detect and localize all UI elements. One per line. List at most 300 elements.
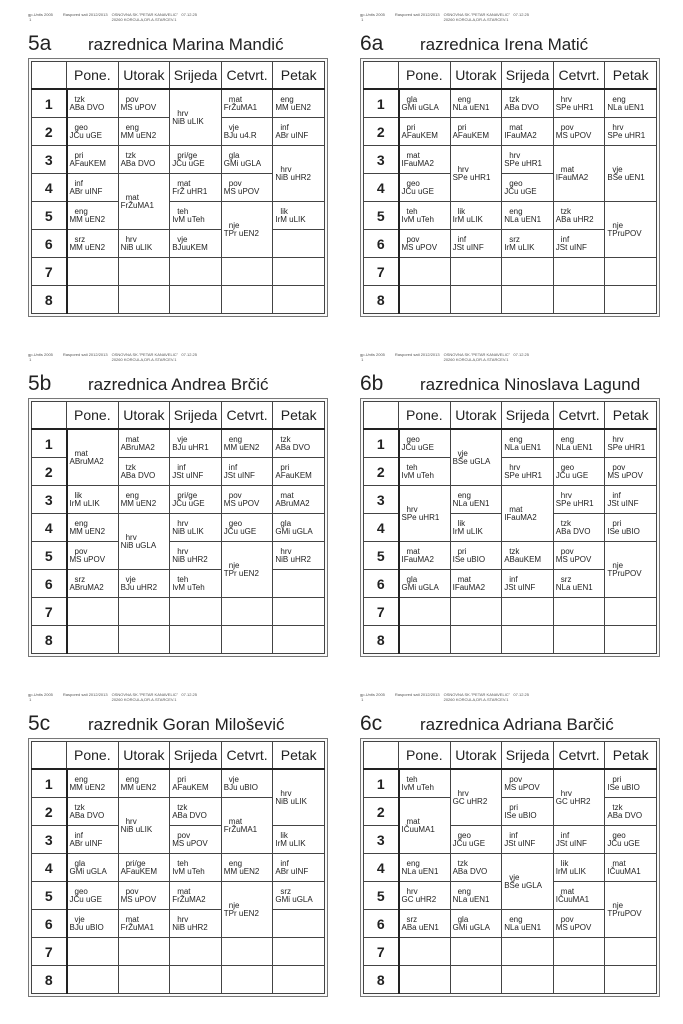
program-info: gp-Untis 2005 1	[360, 352, 385, 362]
lesson-cell[interactable]	[118, 514, 170, 570]
period-row	[32, 826, 325, 854]
teacher-room: ABruMA2	[69, 582, 104, 592]
lesson-cell[interactable]	[118, 486, 170, 514]
lesson-cell[interactable]	[170, 202, 222, 230]
lesson-cell[interactable]	[170, 258, 222, 286]
teacher-room: ABa DVO	[504, 102, 539, 112]
lesson-cell[interactable]	[273, 230, 325, 258]
lesson-cell[interactable]	[273, 966, 325, 994]
header-row	[364, 402, 657, 430]
lesson-cell[interactable]	[170, 458, 222, 486]
subject: hrv	[125, 816, 137, 826]
lesson-cell[interactable]	[118, 258, 170, 286]
timetable-frame	[28, 58, 328, 317]
period-number: 3	[364, 486, 399, 514]
lesson-cell[interactable]	[170, 542, 222, 570]
lesson-cell[interactable]	[502, 89, 554, 118]
lesson-cell[interactable]	[553, 542, 605, 570]
lesson-cell[interactable]	[502, 118, 554, 146]
lesson-cell[interactable]	[399, 854, 451, 882]
lesson-cell[interactable]	[502, 542, 554, 570]
lesson-cell[interactable]	[273, 910, 325, 938]
lesson-cell[interactable]	[67, 598, 119, 626]
lesson-cell[interactable]	[273, 514, 325, 542]
lesson-cell[interactable]	[273, 118, 325, 146]
lesson-cell[interactable]	[170, 486, 222, 514]
subject: nje	[612, 220, 624, 230]
lesson-cell[interactable]	[502, 854, 554, 910]
lesson-cell[interactable]	[67, 966, 119, 994]
lesson-cell[interactable]	[221, 118, 273, 146]
lesson-cell[interactable]	[605, 118, 657, 146]
lesson-cell[interactable]	[170, 429, 222, 458]
day-header: Srijeda	[170, 742, 222, 770]
lesson-cell[interactable]	[502, 626, 554, 654]
period-number: 1	[32, 429, 67, 458]
lesson-cell[interactable]	[450, 118, 502, 146]
lesson-cell[interactable]	[399, 966, 451, 994]
teacher-room: JČu uGE	[452, 838, 486, 848]
lesson-cell[interactable]	[450, 570, 502, 598]
lesson-cell[interactable]	[450, 514, 502, 542]
lesson-cell[interactable]	[221, 938, 273, 966]
lesson-cell[interactable]	[273, 882, 325, 910]
lesson-cell[interactable]	[273, 570, 325, 598]
lesson-cell[interactable]	[221, 626, 273, 654]
period-number: 5	[364, 542, 399, 570]
lesson-cell[interactable]	[67, 826, 119, 854]
lesson-cell[interactable]	[67, 202, 119, 230]
subject: nje	[612, 560, 624, 570]
lesson-cell[interactable]	[221, 486, 273, 514]
lesson-cell[interactable]	[502, 798, 554, 826]
period-number: 8	[364, 286, 399, 314]
subject: hrv	[509, 150, 521, 160]
lesson-cell[interactable]	[67, 514, 119, 542]
lesson-cell[interactable]	[67, 89, 119, 118]
lesson-cell[interactable]	[67, 146, 119, 174]
subject: tzk	[457, 858, 468, 868]
lesson-cell[interactable]	[450, 938, 502, 966]
lesson-cell[interactable]	[399, 286, 451, 314]
period-number: 7	[364, 938, 399, 966]
lesson-cell[interactable]	[605, 769, 657, 798]
lesson-cell[interactable]	[399, 542, 451, 570]
lesson-cell[interactable]	[221, 882, 273, 938]
period-number: 1	[364, 769, 399, 798]
subject: pri	[612, 774, 622, 784]
lesson-cell[interactable]	[553, 854, 605, 882]
lesson-cell[interactable]	[273, 429, 325, 458]
lesson-cell[interactable]	[553, 89, 605, 118]
lesson-cell[interactable]	[553, 966, 605, 994]
lesson-cell[interactable]	[502, 258, 554, 286]
lesson-cell[interactable]	[170, 146, 222, 174]
period-number: 2	[364, 798, 399, 826]
lesson-cell[interactable]	[273, 89, 325, 118]
subject: eng	[125, 490, 139, 500]
subject: mat	[509, 504, 523, 514]
subject: mat	[612, 858, 626, 868]
lesson-cell[interactable]	[553, 598, 605, 626]
print-header	[360, 352, 660, 364]
subject: mat	[457, 574, 471, 584]
lesson-cell[interactable]	[170, 938, 222, 966]
subject: hrv	[560, 94, 572, 104]
lesson-cell[interactable]	[221, 769, 273, 798]
lesson-cell[interactable]	[118, 458, 170, 486]
lesson-cell[interactable]	[502, 598, 554, 626]
lesson-cell[interactable]	[67, 626, 119, 654]
teacher-room: MM uEN2	[69, 526, 106, 536]
lesson-cell[interactable]	[67, 230, 119, 258]
lesson-cell[interactable]	[273, 542, 325, 570]
lesson-cell[interactable]	[502, 769, 554, 798]
lesson-cell[interactable]	[170, 514, 222, 542]
teacher-room: IFauMA2	[401, 554, 434, 564]
lesson-cell[interactable]	[118, 570, 170, 598]
lesson-cell[interactable]	[502, 966, 554, 994]
lesson-cell[interactable]	[67, 798, 119, 826]
period-number: 7	[32, 258, 67, 286]
subject: inf	[457, 234, 467, 244]
lesson-cell[interactable]	[118, 938, 170, 966]
subject: mat	[560, 164, 575, 174]
subject: tzk	[125, 462, 136, 472]
period-row	[364, 542, 657, 570]
lesson-cell[interactable]	[399, 938, 451, 966]
lesson-cell[interactable]	[67, 910, 119, 938]
lesson-cell[interactable]	[450, 258, 502, 286]
lesson-cell[interactable]	[118, 854, 170, 882]
subject: teh	[177, 574, 189, 584]
lesson-cell[interactable]	[502, 429, 554, 458]
lesson-cell[interactable]	[221, 202, 273, 258]
lesson-cell[interactable]	[605, 89, 657, 118]
print-header	[360, 12, 660, 24]
lesson-cell[interactable]	[450, 826, 502, 854]
lesson-cell[interactable]	[502, 286, 554, 314]
subject: vje	[125, 574, 136, 584]
subject: geo	[612, 830, 626, 840]
period-number: 4	[364, 514, 399, 542]
lesson-cell[interactable]	[399, 598, 451, 626]
lesson-cell[interactable]	[221, 258, 273, 286]
lesson-cell[interactable]	[450, 966, 502, 994]
timetable-6a	[360, 12, 660, 317]
subject: hrv	[406, 886, 418, 896]
lesson-cell[interactable]	[170, 230, 222, 258]
lesson-cell[interactable]	[221, 146, 273, 174]
lesson-cell[interactable]	[553, 118, 605, 146]
lesson-cell[interactable]	[399, 486, 451, 542]
lesson-cell[interactable]	[605, 882, 657, 938]
lesson-cell[interactable]	[118, 798, 170, 854]
lesson-cell[interactable]	[450, 286, 502, 314]
lesson-cell[interactable]	[605, 286, 657, 314]
lesson-cell[interactable]	[67, 486, 119, 514]
lesson-cell[interactable]	[399, 798, 451, 854]
subject: vje	[509, 872, 520, 882]
lesson-cell[interactable]	[170, 910, 222, 938]
lesson-cell[interactable]	[605, 258, 657, 286]
lesson-cell[interactable]	[502, 230, 554, 258]
lesson-cell[interactable]	[553, 286, 605, 314]
lesson-cell[interactable]	[502, 570, 554, 598]
lesson-cell[interactable]	[450, 854, 502, 882]
day-header: Petak	[605, 62, 657, 90]
lesson-cell[interactable]	[221, 286, 273, 314]
lesson-cell[interactable]	[450, 429, 502, 486]
lesson-cell[interactable]	[170, 798, 222, 826]
lesson-cell[interactable]	[553, 202, 605, 230]
lesson-cell[interactable]	[221, 514, 273, 542]
lesson-cell[interactable]	[67, 882, 119, 910]
lesson-cell[interactable]	[553, 938, 605, 966]
lesson-cell[interactable]	[605, 202, 657, 258]
subject: pov	[560, 546, 574, 556]
lesson-cell[interactable]	[67, 854, 119, 882]
lesson-cell[interactable]	[221, 598, 273, 626]
day-header: Srijeda	[502, 402, 554, 430]
lesson-cell[interactable]	[273, 626, 325, 654]
lesson-cell[interactable]	[118, 174, 170, 230]
lesson-cell[interactable]	[450, 89, 502, 118]
lesson-cell[interactable]	[605, 429, 657, 458]
lesson-cell[interactable]	[605, 486, 657, 514]
period-row	[32, 626, 325, 654]
lesson-cell[interactable]	[450, 202, 502, 230]
lesson-cell[interactable]	[605, 966, 657, 994]
lesson-cell[interactable]	[399, 570, 451, 598]
lesson-cell[interactable]	[170, 286, 222, 314]
period-number: 1	[364, 429, 399, 458]
lesson-cell[interactable]	[605, 598, 657, 626]
lesson-cell[interactable]	[273, 598, 325, 626]
lesson-cell[interactable]	[399, 118, 451, 146]
period-row	[364, 598, 657, 626]
lesson-cell[interactable]	[399, 458, 451, 486]
lesson-cell[interactable]	[221, 542, 273, 598]
lesson-cell[interactable]	[118, 626, 170, 654]
lesson-cell[interactable]	[605, 938, 657, 966]
lesson-cell[interactable]	[605, 854, 657, 882]
lesson-cell[interactable]	[605, 798, 657, 826]
lesson-cell[interactable]	[502, 202, 554, 230]
lesson-cell[interactable]	[118, 598, 170, 626]
lesson-cell[interactable]	[605, 542, 657, 598]
lesson-cell[interactable]	[273, 286, 325, 314]
lesson-cell[interactable]	[399, 769, 451, 798]
lesson-cell[interactable]	[67, 429, 119, 486]
timetable-6c	[360, 692, 660, 997]
teacher-room: AFauKEM	[401, 130, 438, 140]
lesson-cell[interactable]	[553, 570, 605, 598]
lesson-cell[interactable]	[170, 598, 222, 626]
lesson-cell[interactable]	[221, 798, 273, 854]
teacher-room: TPruPOV	[607, 228, 642, 238]
lesson-cell[interactable]	[502, 486, 554, 542]
title-row	[28, 32, 328, 58]
subject: vje	[228, 122, 240, 132]
lesson-cell[interactable]	[170, 966, 222, 994]
lesson-cell[interactable]	[273, 202, 325, 230]
lesson-cell[interactable]	[67, 570, 119, 598]
period-row	[32, 146, 325, 174]
lesson-cell[interactable]	[605, 626, 657, 654]
lesson-cell[interactable]	[450, 598, 502, 626]
lesson-cell[interactable]	[502, 910, 554, 938]
lesson-cell[interactable]	[553, 230, 605, 258]
lesson-cell[interactable]	[450, 146, 502, 202]
period-number: 4	[32, 174, 67, 202]
lesson-cell[interactable]	[118, 118, 170, 146]
lesson-cell[interactable]	[502, 146, 554, 174]
lesson-cell[interactable]	[450, 230, 502, 258]
lesson-cell[interactable]	[273, 486, 325, 514]
lesson-cell[interactable]	[170, 626, 222, 654]
period-row	[32, 89, 325, 118]
lesson-cell[interactable]	[502, 458, 554, 486]
lesson-cell[interactable]	[399, 202, 451, 230]
lesson-cell[interactable]	[502, 938, 554, 966]
lesson-cell[interactable]	[221, 429, 273, 458]
header-row	[32, 402, 325, 430]
subject: geo	[74, 886, 88, 896]
teacher-room: IrM uLIK	[275, 838, 306, 848]
lesson-cell[interactable]	[170, 882, 222, 910]
lesson-cell[interactable]	[553, 910, 605, 938]
lesson-cell[interactable]	[67, 174, 119, 202]
lesson-cell[interactable]	[450, 910, 502, 938]
lesson-cell[interactable]	[450, 486, 502, 514]
lesson-cell[interactable]	[118, 882, 170, 910]
lesson-cell[interactable]	[170, 826, 222, 854]
day-header: Srijeda	[502, 742, 554, 770]
schedule-title: Raspored sati 2012/2013	[62, 692, 108, 697]
lesson-cell[interactable]	[118, 230, 170, 258]
lesson-cell[interactable]	[399, 626, 451, 654]
lesson-cell[interactable]	[170, 89, 222, 146]
lesson-cell[interactable]	[553, 626, 605, 654]
lesson-cell[interactable]	[605, 458, 657, 486]
period-row	[364, 429, 657, 458]
period-row	[364, 89, 657, 118]
lesson-cell[interactable]	[553, 769, 605, 826]
lesson-cell[interactable]	[67, 118, 119, 146]
lesson-cell[interactable]	[450, 769, 502, 826]
lesson-cell[interactable]	[605, 146, 657, 202]
lesson-cell[interactable]	[221, 174, 273, 202]
lesson-cell[interactable]	[67, 938, 119, 966]
lesson-cell[interactable]	[553, 258, 605, 286]
lesson-cell[interactable]	[450, 542, 502, 570]
lesson-cell[interactable]	[553, 429, 605, 458]
subject: nje	[228, 560, 240, 570]
lesson-cell[interactable]	[450, 882, 502, 910]
lesson-cell[interactable]	[273, 854, 325, 882]
teacher-room: GMi uGLA	[401, 102, 439, 112]
period-row	[32, 854, 325, 882]
lesson-cell[interactable]	[553, 826, 605, 854]
lesson-cell[interactable]	[221, 854, 273, 882]
lesson-cell[interactable]	[502, 174, 554, 202]
lesson-cell[interactable]	[221, 966, 273, 994]
lesson-cell[interactable]	[67, 769, 119, 798]
timetable-5c	[28, 692, 328, 997]
lesson-cell[interactable]	[553, 146, 605, 202]
lesson-cell[interactable]	[399, 174, 451, 202]
lesson-cell[interactable]	[273, 938, 325, 966]
lesson-cell[interactable]	[118, 429, 170, 458]
lesson-cell[interactable]	[118, 146, 170, 174]
period-row	[364, 854, 657, 882]
teacher-room: FrŽuMA1	[223, 824, 258, 834]
lesson-cell[interactable]	[399, 89, 451, 118]
lesson-cell[interactable]	[221, 458, 273, 486]
lesson-cell[interactable]	[553, 458, 605, 486]
teacher-room: IrM uLIK	[275, 214, 306, 224]
lesson-cell[interactable]	[273, 826, 325, 854]
lesson-cell[interactable]	[170, 570, 222, 598]
subject: eng	[74, 774, 88, 784]
lesson-cell[interactable]	[170, 174, 222, 202]
lesson-cell[interactable]	[605, 826, 657, 854]
subject: lik	[457, 206, 466, 216]
lesson-cell[interactable]	[118, 966, 170, 994]
lesson-cell[interactable]	[118, 769, 170, 798]
teacher-room: FrŽuMA1	[120, 922, 154, 932]
period-number: 2	[32, 458, 67, 486]
lesson-cell[interactable]	[273, 258, 325, 286]
lesson-cell[interactable]	[553, 882, 605, 910]
schedule-title: Raspored sati 2012/2013	[394, 12, 440, 17]
lesson-cell[interactable]	[118, 286, 170, 314]
lesson-cell[interactable]	[399, 910, 451, 938]
lesson-cell[interactable]	[118, 89, 170, 118]
lesson-cell[interactable]	[399, 258, 451, 286]
teacher-room: JČu uGE	[69, 130, 102, 140]
day-header: Petak	[605, 742, 657, 770]
lesson-cell[interactable]	[273, 769, 325, 826]
lesson-cell[interactable]	[399, 882, 451, 910]
lesson-cell[interactable]	[170, 854, 222, 882]
subject: srz	[406, 914, 418, 924]
lesson-cell[interactable]	[605, 514, 657, 542]
lesson-cell[interactable]	[399, 429, 451, 458]
lesson-cell[interactable]	[67, 286, 119, 314]
lesson-cell[interactable]	[450, 626, 502, 654]
lesson-cell[interactable]	[273, 458, 325, 486]
period-number: 8	[32, 966, 67, 994]
lesson-cell[interactable]	[118, 910, 170, 938]
lesson-cell[interactable]	[399, 230, 451, 258]
lesson-cell[interactable]	[502, 826, 554, 854]
teacher-room: IvM uTeh	[401, 470, 434, 480]
period-number: 7	[364, 598, 399, 626]
lesson-cell[interactable]	[273, 146, 325, 202]
lesson-cell[interactable]	[553, 514, 605, 542]
subject: nje	[228, 900, 240, 910]
lesson-cell[interactable]	[553, 486, 605, 514]
lesson-cell[interactable]	[67, 542, 119, 570]
lesson-cell[interactable]	[399, 146, 451, 174]
period-number: 5	[364, 882, 399, 910]
lesson-cell[interactable]	[67, 258, 119, 286]
lesson-cell[interactable]	[221, 89, 273, 118]
teacher-room: JČu uGE	[401, 442, 434, 452]
lesson-cell[interactable]	[170, 769, 222, 798]
